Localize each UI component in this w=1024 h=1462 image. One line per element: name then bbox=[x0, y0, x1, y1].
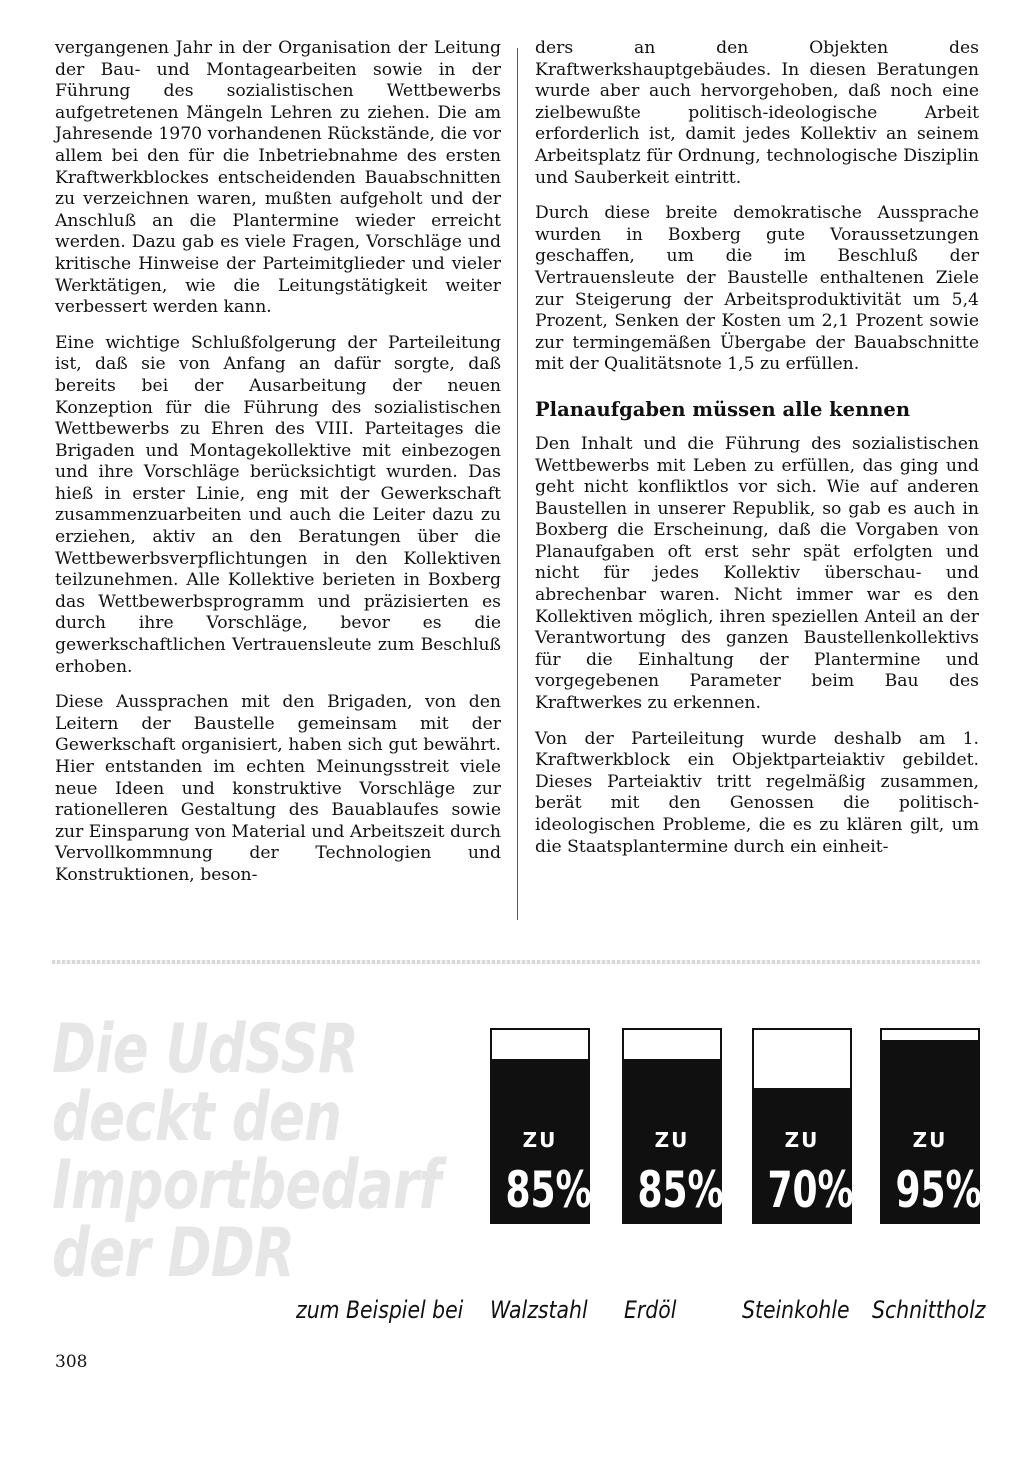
bar-value-label: 85% bbox=[637, 1161, 724, 1219]
bar-value-label: 70% bbox=[767, 1161, 854, 1219]
bar-erdöl bbox=[622, 1028, 722, 1224]
lead-caption: zum Beispiel bei bbox=[296, 1296, 464, 1324]
bar-prefix-label: ZU bbox=[522, 1128, 558, 1152]
section-subheading: Planaufgaben müssen alle kennen bbox=[535, 397, 911, 421]
paragraph: ders an den Objekten des Kraftwerkshauptgebäudes. In diesen Beratungen wurde aber auch hervorgehoben, daß noch eine zielbewußte politisch-ideologische Arbeit erforderlich ist, damit jedes Kollektiv an seinem Arbeitsplatz für Ordnung, technologische Disziplin und Sauberkeit eintritt. bbox=[535, 38, 979, 188]
headline-line: der DDR bbox=[52, 1214, 295, 1293]
bar-unfilled-portion bbox=[624, 1030, 720, 1059]
infographic-headline bbox=[52, 1010, 441, 1293]
category-label: Walzstahl bbox=[490, 1296, 588, 1324]
right-text-column bbox=[535, 38, 979, 872]
bar-schnittholz bbox=[880, 1028, 980, 1224]
headline-line: Die UdSSR bbox=[52, 1010, 359, 1089]
category-label: Schnittholz bbox=[872, 1296, 986, 1324]
bar-prefix-label: ZU bbox=[784, 1128, 820, 1152]
bar-steinkohle bbox=[752, 1028, 852, 1224]
paragraph: vergangenen Jahr in der Organisation der Leitung der Bau- und Montagearbeiten sowie in der Führung des sozialistischen Wettbewerbs aufgetretenen Mängeln Lehren zu ziehen. Die am Jahresende 1970 vorhandenen Rückstände, die vor allem bei den für die Inbetriebnahme des ersten Kraftwerkblockes entscheidenden Bauabschnitten zu verzeichnen waren, mußten aufgeholt und der Anschluß an die Plantermine wieder erreicht werden. Dazu gab es viele Fragen, Vorschläge und kritische Hinweise der Parteimitglieder und vieler Werktätigen, wie die Leitungstätigkeit weiter verbessert werden kann. bbox=[55, 38, 501, 318]
bar-walzstahl bbox=[490, 1028, 590, 1224]
paragraph: Diese Aussprachen mit den Brigaden, von den Leitern der Baustelle gemeinsam mit der Gewerkschaft organisiert, haben sich gut bewährt. Hier entstanden im echten Meinungsstreit viele neue Ideen und konstruktive Vorschläge zur rationelleren Gestaltung des Bauablaufes sowie zur Einsparung von Material und Arbeitszeit durch Vervollkommnung der Technologien und Konstruktionen, beson- bbox=[55, 692, 501, 885]
page-number: 308 bbox=[55, 1352, 88, 1372]
paragraph: Durch diese breite demokratische Aussprache wurden in Boxberg gute Voraussetzungen geschaffen, um die im Beschluß der Vertrauensleute der Baustelle enthaltenen Ziele zur Steigerung der Arbeitsproduktivität um 5,4 Prozent, Senken der Kosten um 2,1 Prozent sowie zur termingemäßen Übergabe der Bauabschnitte mit der Qualitätsnote 1,5 zu erfüllen. bbox=[535, 203, 979, 375]
bar-unfilled-portion bbox=[882, 1030, 978, 1040]
left-text-column bbox=[55, 38, 501, 901]
headline-line: Importbedarf bbox=[52, 1146, 441, 1225]
bar-prefix-label: ZU bbox=[912, 1128, 948, 1152]
paragraph: Eine wichtige Schlußfolgerung der Parteileitung ist, daß sie von Anfang an dafür sorgte, daß bereits bei der Ausarbeitung der neuen Konzeption für die Führung des sozialistischen Wettbewerbs zu Ehren des VIII. Parteitages die Brigaden und Montagekollektive mit einbezogen und ihre Vorschläge berücksichtigt wurden. Das hieß in erster Linie, eng mit der Gewerkschaft zusammenzuarbeiten und auch die Leiter dazu zu erziehen, aktiv an den Beratungen über die Wettbewerbsverpflichtungen in den Kollektiven teilzunehmen. Alle Kollektive berieten in Boxberg das Wettbewerbsprogramm und präzisierten es durch ihre Vorschläge, bevor es die gewerkschaftlichen Vertrauensleute zum Beschluß erhoben. bbox=[55, 332, 501, 677]
bar-prefix-label: ZU bbox=[654, 1128, 690, 1152]
paragraph: Den Inhalt und die Führung des sozialistischen Wettbewerbs mit Leben zu erfüllen, das ging und geht nicht konfliktlos vor sich. Wie auf anderen Baustellen in unserer Republik, so gab es auch in Boxberg die Erscheinung, daß die Vorgaben von Planaufgaben oft erst sehr spät erfolgten und nicht für jedes Kollektiv überschau- und abrechenbar waren. Nicht immer war es den Kollektiven möglich, ihren speziellen Anteil an der Verantwortung des ganzen Baustellenkollektivs für die Einhaltung der Plantermine und vorgegebenen Parameter beim Bau des Kraftwerkes zu erkennen. bbox=[535, 433, 979, 714]
bar-unfilled-portion bbox=[492, 1030, 588, 1059]
headline-line: deckt den bbox=[52, 1078, 342, 1157]
dotted-separator bbox=[52, 960, 980, 964]
bar-unfilled-portion bbox=[754, 1030, 850, 1088]
bar-value-label: 85% bbox=[505, 1161, 592, 1219]
category-label: Steinkohle bbox=[742, 1296, 850, 1324]
paragraph: Von der Parteileitung wurde deshalb am 1. Kraftwerkblock ein Objektparteiaktiv gebildet. Dieses Parteiaktiv tritt regelmäßig zusammen, berät mit den Genossen die politisch-ideologischen Probleme, die es zu klären gilt, um die Staatsplantermine durch ein einheit- bbox=[535, 728, 979, 857]
bar-value-label: 95% bbox=[895, 1161, 982, 1219]
column-divider bbox=[517, 48, 518, 920]
category-label: Erdöl bbox=[624, 1296, 677, 1324]
